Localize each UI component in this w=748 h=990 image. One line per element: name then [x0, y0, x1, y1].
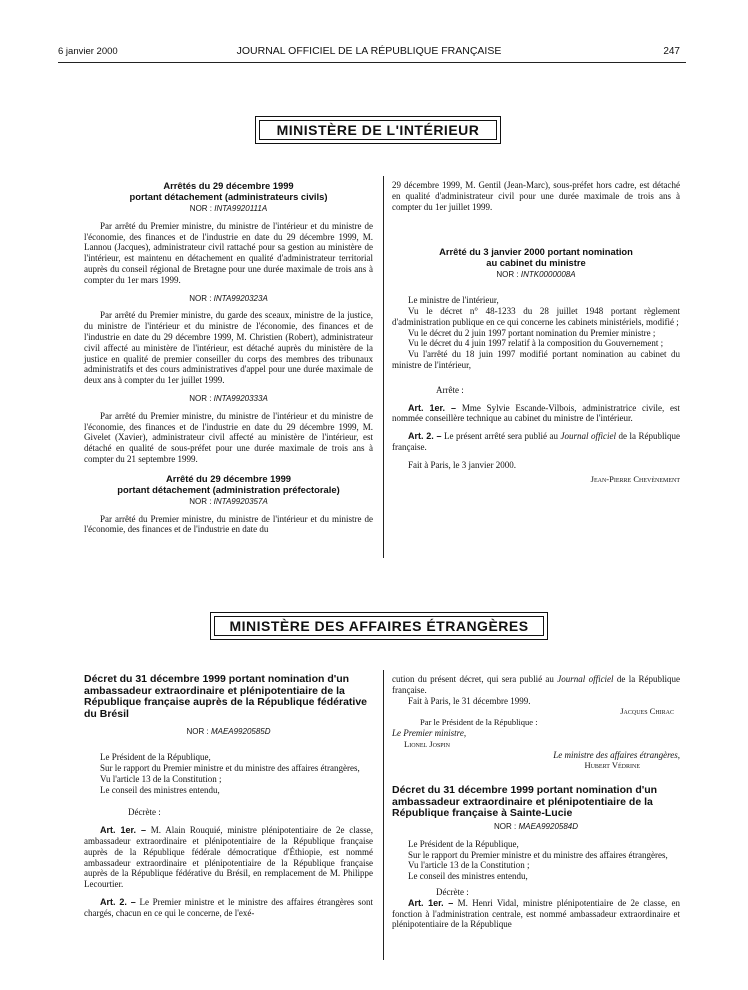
decree-title: Décret du 31 décembre 1999 portant nomination d'un ambassadeur extraordinaire et plénipotentiaire de la République française à Sainte-Lucie: [392, 784, 658, 820]
left-column-interieur: [84, 180, 373, 535]
signature: Jean-Pierre Chevènement: [590, 473, 680, 484]
countersign-intro: Par le Président de la République :: [420, 717, 538, 728]
paragraph-continued: cution du présent décret, qui sera publié au Journal officiel de la République française.: [392, 674, 681, 695]
decrete-label: Décrète :: [128, 807, 161, 818]
header-journal-title: JOURNAL OFFICIEL DE LA RÉPUBLIQUE FRANÇAISE: [236, 45, 502, 57]
section-title: Arrêtés du 29 décembre 1999 portant détachement (administrateurs civils): [129, 180, 328, 202]
article-2: Art. 2. – Le Premier ministre et le ministre des affaires étrangères sont chargés, chacun en ce qui le concerne, de l'exé-: [84, 896, 374, 918]
nor-reference: NOR : INTA9920111A: [189, 204, 268, 213]
right-column-interieur: [392, 180, 680, 484]
countersign-name: Hubert Védrine: [584, 760, 640, 771]
countersign-name: Lionel Jospin: [404, 738, 450, 749]
column-separator: [383, 176, 384, 558]
intro-line: Le conseil des ministres entendu,: [100, 784, 220, 795]
article-2: Art. 2. – Le présent arrêté sera publié au Journal officiel de la République française.: [392, 431, 681, 452]
arrete-label: Arrête :: [436, 384, 464, 395]
intro-line: Le ministre de l'intérieur,: [408, 295, 499, 306]
section-title: Arrêté du 29 décembre 1999 portant détachement (administration préfectorale): [117, 472, 340, 495]
nor-reference: NOR : INTA9920333A: [189, 393, 268, 403]
ministry-heading-label: MINISTÈRE DE L'INTÉRIEUR: [259, 120, 497, 140]
ministry-heading-interieur: [255, 116, 501, 144]
ministry-heading-affaires: [210, 612, 548, 640]
article-1: Art. 1er. – M. Henri Vidal, ministre plénipotentiaire de 2e classe, en fonction à l'administration centrale, est nommé ambassadeur extraordinaire et plénipotentiaire de la République: [392, 897, 681, 930]
header-rule: [58, 62, 686, 63]
header-date: 6 janvier 2000: [58, 46, 118, 57]
paragraph: Par arrêté du Premier ministre, du ministre de l'intérieur et du ministre de l'économie, des finances et de l'industrie en date du 29 décembre 1999, M. Givelet (Xavier), administrateur civil affecté au ministère de l'intérieur, est détaché en qualité de sous-préfet pour une durée maximale de trois ans à compter du 21 septembre 1999.: [84, 410, 373, 464]
visa: Vu le décret du 2 juin 1997 portant nomination du Premier ministre ;: [408, 327, 656, 338]
visa: Vu le décret n° 48-1233 du 28 juillet 1948 portant règlement d'administration publique en ce qui concerne les cabinets ministériels, modifié ;: [392, 305, 680, 327]
countersign-title: Le Premier ministre,: [392, 727, 467, 738]
paragraph: Par arrêté du Premier ministre, du ministre de l'intérieur et du ministre de l'économie, des finances et de l'industrie en date du: [84, 513, 373, 535]
signature: Jacques Chirac: [620, 706, 674, 717]
decrete-label: Décrète :: [436, 886, 469, 897]
intro-line: Sur le rapport du Premier ministre et du ministre des affaires étrangères,: [100, 762, 360, 773]
ministry-heading-label: MINISTÈRE DES AFFAIRES ÉTRANGÈRES: [214, 616, 544, 636]
intro-line: Vu l'article 13 de la Constitution ;: [100, 773, 222, 784]
section-title: Arrêté du 3 janvier 2000 portant nomination au cabinet du ministre: [439, 246, 633, 269]
visa: Vu le décret du 4 juin 1997 relatif à la composition du Gouvernement ;: [408, 338, 664, 349]
paragraph: Par arrêté du Premier ministre, du garde des sceaux, ministre de la justice, du ministre de l'intérieur et du ministre de l'économie, des finances et de l'industrie en date du 29 décembre 1999, M. Christien (Robert), administrateur civil affecté au ministère de l'intérieur, est détaché auprès du ministère de la justice en qualité de premier conseiller du corps des membres des tribunaux administratifs et des cours administratives d'appel pour une durée maximale de deux ans à compter du 1er juillet 1999.: [84, 310, 373, 386]
running-header: [58, 46, 680, 60]
visa: Vu l'arrêté du 18 juin 1997 modifié portant nomination au cabinet du ministre de l'intérieur,: [392, 349, 680, 370]
intro-line: Sur le rapport du Premier ministre et du ministre des affaires étrangères,: [408, 849, 668, 860]
nor-reference: NOR : INTK0000008A: [496, 270, 576, 280]
countersign-title: Le ministre des affaires étrangères,: [553, 749, 680, 760]
fait-a: Fait à Paris, le 3 janvier 2000.: [408, 459, 516, 470]
intro-line: Le Président de la République,: [408, 838, 519, 849]
intro-line: Le Président de la République,: [100, 752, 211, 763]
intro-line: Vu l'article 13 de la Constitution ;: [408, 860, 530, 871]
paragraph: Par arrêté du Premier ministre, du ministre de l'intérieur et du ministre de l'économie, des finances et de l'industrie en date du 29 décembre 1999, M. Lannou (Jacques), administrateur civil rattaché pour sa gestion au ministère de l'intérieur, est maintenu en détachement en qualité d'administrateur territorial auprès du conseil régional de Bretagne pour une durée maximale de trois ans à compter du 1er mars 1999.: [84, 220, 373, 285]
header-page-number: 247: [663, 46, 680, 57]
left-column-affaires: [84, 674, 373, 919]
article-1: Art. 1er. – Mme Sylvie Escande-Vilbois, administratrice civile, est nommée conseillère technique au cabinet du ministre de l'intérieur.: [392, 402, 681, 424]
right-column-affaires: [392, 674, 680, 930]
paragraph-continued: 29 décembre 1999, M. Gentil (Jean-Marc), sous-préfet hors cadre, est détaché en qualité d'administrateur civil pour une durée maximale de trois ans à compter du 1er juillet 1999.: [392, 180, 680, 212]
nor-reference: NOR : INTA9920323A: [189, 293, 268, 303]
intro-line: Le conseil des ministres entendu,: [408, 871, 528, 882]
article-1: Art. 1er. – M. Alain Rouquié, ministre plénipotentiaire de 2e classe, ambassadeur extraordinaire et plénipotentiaire de la République française auprès de la République fédérale démocratique d'Éthiopie, est nommé ambassadeur extraordinaire et plénipotentiaire de la République française auprès de la République fédérative du Brésil, en remplacement de M. Philippe Lecourtier.: [84, 825, 374, 890]
decree-title: Décret du 31 décembre 1999 portant nomination d'un ambassadeur extraordinaire et plénipotentiaire de la République française auprès de la République fédérative du Brésil: [84, 673, 367, 720]
nor-reference: NOR : MAEA9920584D: [493, 821, 579, 831]
nor-reference: NOR : MAEA9920585D: [186, 727, 271, 737]
nor-reference: NOR : INTA9920357A: [189, 496, 268, 506]
fait-a: Fait à Paris, le 31 décembre 1999.: [408, 695, 531, 706]
column-separator: [383, 670, 384, 960]
